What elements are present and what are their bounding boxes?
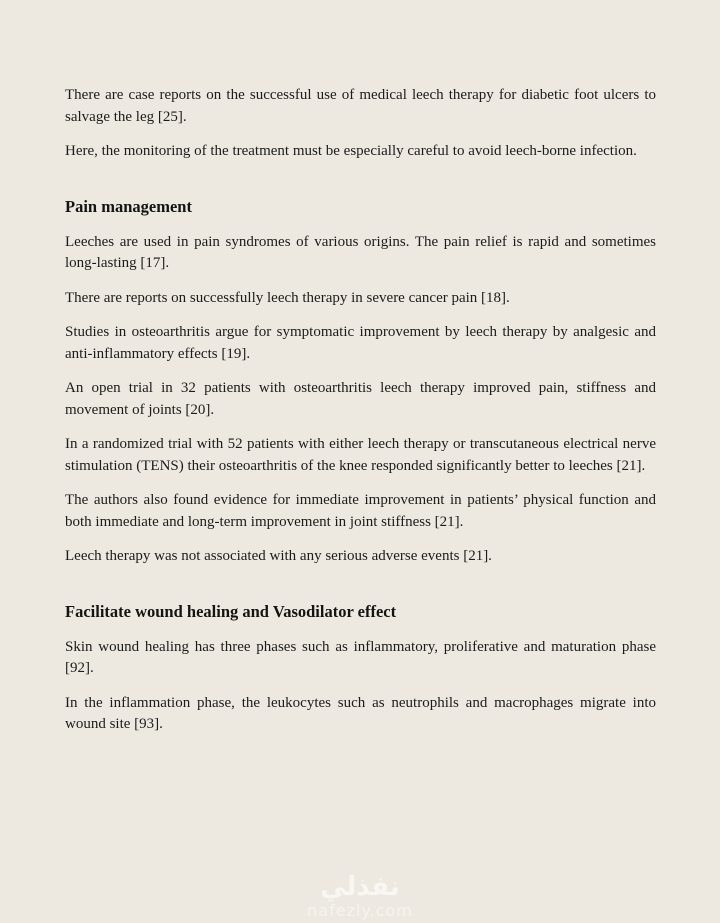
paragraph-osteoarthritis-studies: Studies in osteoarthritis argue for symptomatic improvement by leech therapy by analgesic and anti-inflammatory effects [19]. — [65, 324, 656, 362]
paragraph-cancer-pain: There are reports on successfully leech therapy in severe cancer pain [18]. — [65, 289, 510, 306]
watermark-site-text: nafezly.com — [307, 901, 413, 920]
paragraph-randomized-trial-52-patients: In a randomized trial with 52 patients with either leech therapy or transcutaneous electrical nerve stimulation (TENS) their osteoarthritis of the knee responded significantly better to leeches [21]. — [65, 436, 656, 474]
paragraph-skin-wound-phases: Skin wound healing has three phases such as inflammatory, proliferative and maturation phase [92]. — [65, 638, 656, 676]
document-body — [65, 85, 656, 749]
paragraph-diabetic-foot-ulcers: There are case reports on the successful use of medical leech therapy for diabetic foot ulcers to salvage the leg [25]. — [65, 87, 656, 125]
section-heading-pain-management: Pain management — [65, 196, 192, 216]
paragraph-inflammation-leukocytes: In the inflammation phase, the leukocytes such as neutrophils and macrophages migrate into wound site [93]. — [65, 694, 656, 732]
watermark-arabic-logo: نفذلي — [320, 872, 400, 902]
paragraph-monitoring-infection: Here, the monitoring of the treatment must be especially careful to avoid leech-borne infection. — [65, 143, 637, 159]
paragraph-immediate-improvement: The authors also found evidence for immediate improvement in patients’ physical function and both immediate and long-term improvement in joint stiffness [21]. — [65, 492, 656, 530]
watermark — [0, 872, 720, 919]
paragraph-no-adverse-events: Leech therapy was not associated with any serious adverse events [21]. — [65, 548, 492, 564]
section-heading-wound-healing-vasodilator: Facilitate wound healing and Vasodilator effect — [65, 601, 397, 621]
paragraph-open-trial-32-patients: An open trial in 32 patients with osteoarthritis leech therapy improved pain, stiffness and movement of joints [20]. — [65, 380, 656, 418]
paragraph-pain-syndromes: Leeches are used in pain syndromes of various origins. The pain relief is rapid and sometimes long-lasting [17]. — [65, 233, 656, 271]
